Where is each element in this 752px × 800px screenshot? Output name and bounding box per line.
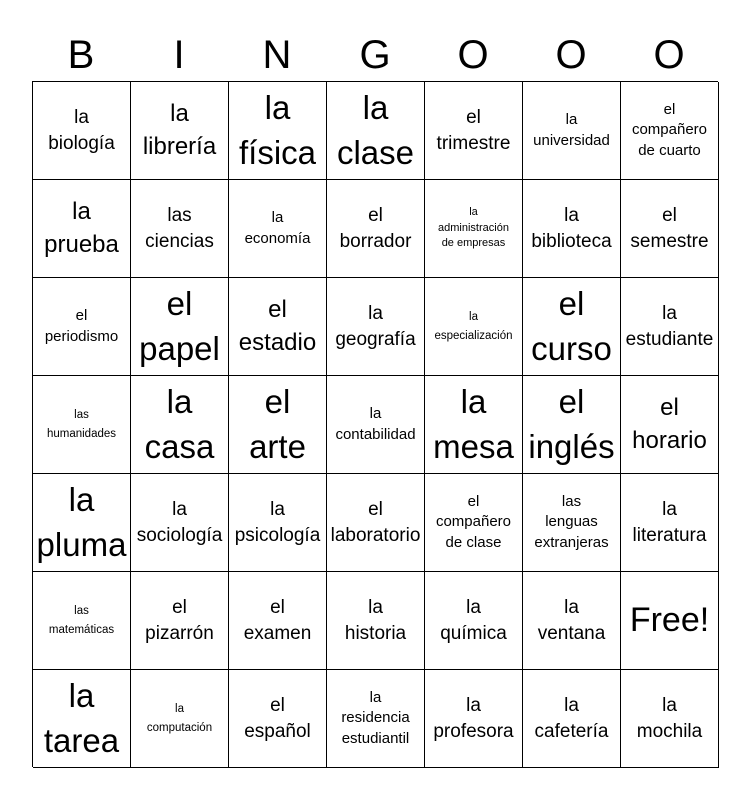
bingo-cell[interactable] [327,474,425,572]
bingo-cell[interactable] [523,278,621,376]
cell-text: la profesora [433,694,514,742]
cell-text: las ciencias [145,204,214,252]
cell-text: el horario [632,394,707,454]
cell-text: la computación [146,703,213,734]
bingo-cell[interactable] [327,572,425,670]
cell-text: el pizarrón [145,596,214,644]
bingo-cell[interactable] [523,82,621,180]
bingo-cell[interactable] [425,180,523,278]
cell-text: la ventana [537,596,606,644]
cell-text: las lenguas extranjeras [534,493,609,551]
bingo-cell[interactable] [131,572,229,670]
bingo-cell[interactable] [131,670,229,768]
cell-text: la química [440,596,507,644]
cell-text: el inglés [528,382,615,465]
bingo-cell[interactable] [523,670,621,768]
cell-text: la geografía [335,302,416,350]
bingo-cell[interactable] [523,474,621,572]
cell-text: la biblioteca [531,204,612,252]
cell-text: el borrador [339,204,412,252]
bingo-cell[interactable] [621,474,719,572]
header-letter-n: N [262,33,292,77]
bingo-cell[interactable] [621,278,719,376]
bingo-cell[interactable] [327,82,425,180]
bingo-cell[interactable] [131,82,229,180]
bingo-header [32,28,718,82]
header-letter-o-2: O [555,33,587,77]
cell-text: la sociología [136,498,223,546]
bingo-cell[interactable] [327,376,425,474]
bingo-cell[interactable] [229,572,327,670]
header-letter-g: G [359,33,391,77]
cell-text: la prueba [44,198,119,258]
bingo-cell[interactable] [425,278,523,376]
bingo-cell[interactable] [33,278,131,376]
cell-text: la clase [336,88,415,171]
bingo-cell[interactable] [33,670,131,768]
bingo-cell[interactable] [229,474,327,572]
cell-text: el español [244,694,311,742]
bingo-cell[interactable] [229,278,327,376]
header-letter-i: I [173,33,185,77]
bingo-cell[interactable] [229,82,327,180]
bingo-cell[interactable] [33,82,131,180]
bingo-cell[interactable] [131,376,229,474]
bingo-cell[interactable] [523,376,621,474]
bingo-cell[interactable] [425,376,523,474]
header-letter-o-3: O [653,33,685,77]
cell-text: la literatura [632,498,707,546]
cell-text: la estudiante [625,302,714,350]
cell-text: el examen [243,596,312,644]
bingo-cell[interactable] [523,572,621,670]
cell-text: la tarea [43,676,120,759]
bingo-cell[interactable] [621,82,719,180]
bingo-cell[interactable] [425,474,523,572]
bingo-cell[interactable] [621,376,719,474]
bingo-cell[interactable] [131,474,229,572]
cell-text: la pluma [36,480,127,563]
cell-text: el periodismo [44,307,119,345]
cell-text: el compañero de clase [435,493,512,551]
cell-text: el estadio [238,296,317,356]
bingo-cell[interactable] [621,670,719,768]
cell-text: el laboratorio [330,498,421,546]
cell-text: la casa [144,382,215,465]
bingo-cell[interactable] [131,180,229,278]
cell-text: las matemáticas [48,605,115,636]
bingo-cell[interactable] [523,180,621,278]
cell-text: la universidad [533,111,610,149]
bingo-cell[interactable] [33,180,131,278]
bingo-cell[interactable] [621,180,719,278]
cell-text: la administración de empresas [438,205,509,250]
bingo-cell[interactable] [327,670,425,768]
cell-text: la historia [344,596,407,644]
bingo-cell[interactable] [33,376,131,474]
free-cell[interactable] [621,572,719,670]
bingo-cell[interactable] [229,180,327,278]
cell-text: la biología [48,106,115,154]
cell-text: las humanidades [46,409,117,440]
bingo-cell[interactable] [327,180,425,278]
cell-text: la cafetería [534,694,609,742]
cell-text: la mesa [433,382,514,465]
cell-text: la psicología [234,498,321,546]
bingo-cell[interactable] [425,82,523,180]
cell-text: el arte [249,382,306,465]
cell-text: la economía [244,209,311,247]
bingo-cell[interactable] [229,376,327,474]
cell-text: la especialización [434,311,513,342]
header-letter-b: B [67,33,95,77]
cell-text: la librería [142,100,217,160]
cell-text: el compañero de cuarto [631,101,708,159]
cell-text: la contabilidad [335,405,416,443]
bingo-cell[interactable] [229,670,327,768]
bingo-cell[interactable] [327,278,425,376]
bingo-cell[interactable] [425,670,523,768]
bingo-cell[interactable] [33,474,131,572]
cell-text: la residencia estudiantil [341,689,410,747]
bingo-cell[interactable] [425,572,523,670]
cell-text: el papel [139,284,220,367]
bingo-cell[interactable] [33,572,131,670]
bingo-cell[interactable] [131,278,229,376]
cell-text: el trimestre [436,106,511,154]
bingo-board [32,81,718,767]
cell-text: el curso [531,284,612,367]
free-label: Free! [629,601,710,640]
cell-text: el semestre [630,204,709,252]
cell-text: la física [238,88,317,171]
header-letter-o-1: O [457,33,489,77]
cell-text: la mochila [636,694,703,742]
